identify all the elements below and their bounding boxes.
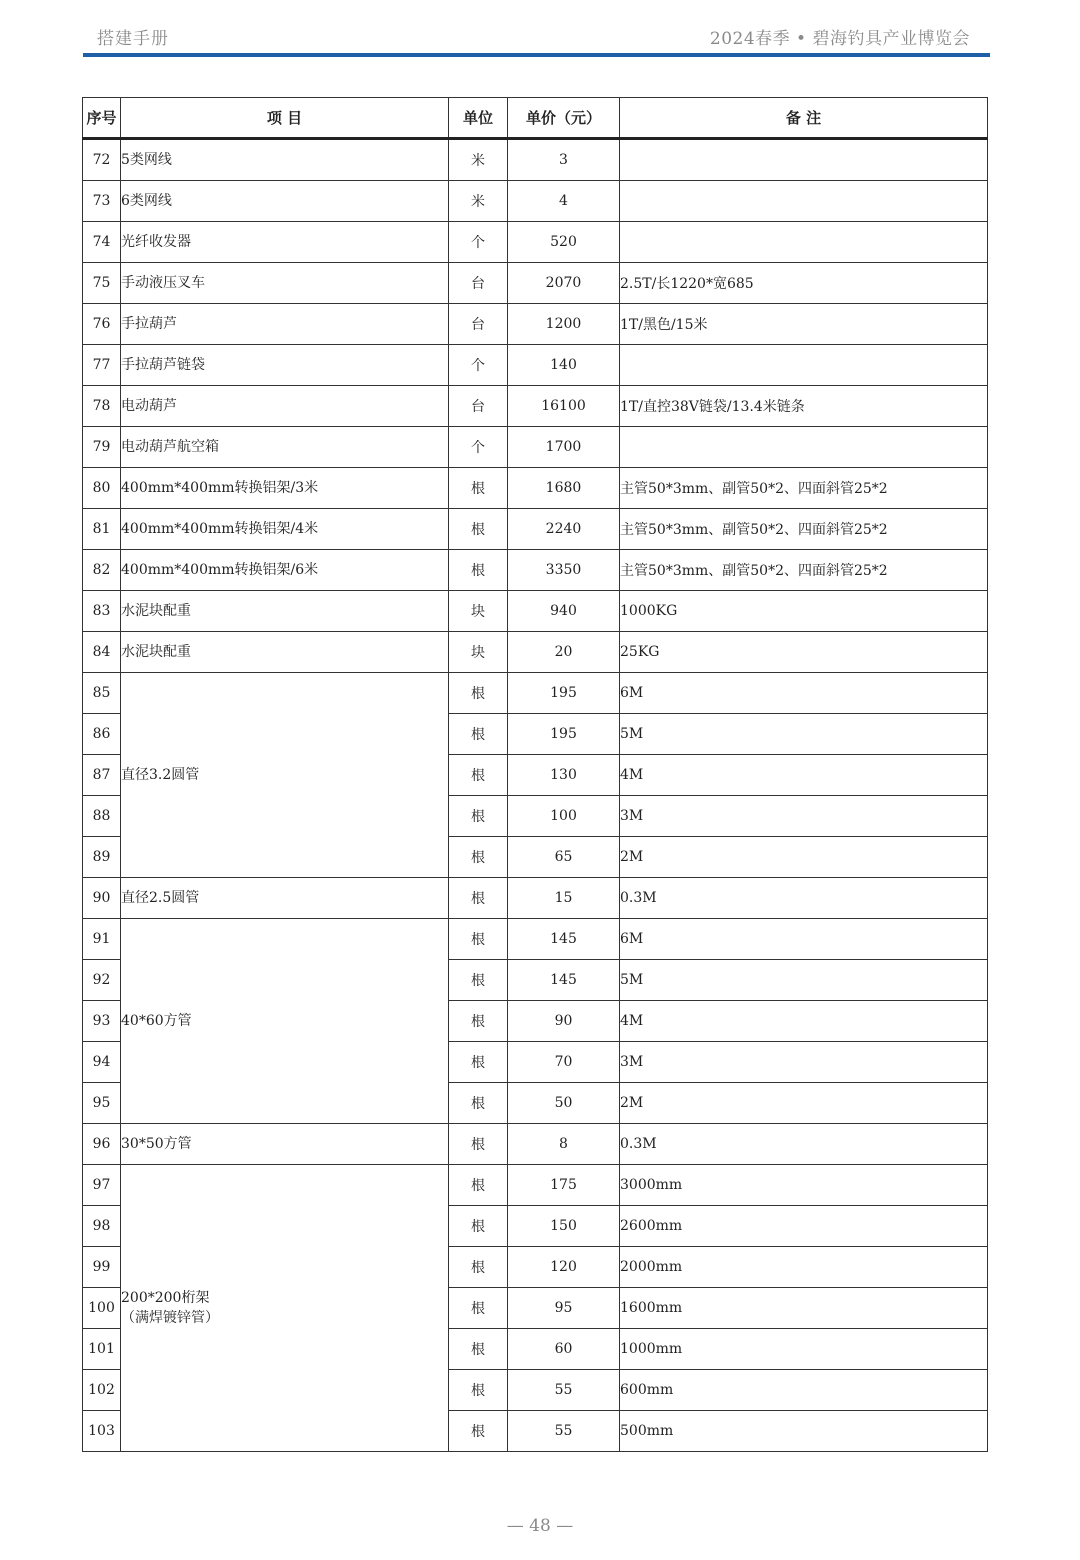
note-cell: 6M (620, 673, 988, 714)
note-cell: 1T/直控38V链袋/13.4米链条 (620, 386, 988, 427)
note-cell: 2600mm (620, 1206, 988, 1247)
item-name-cell: 电动葫芦 (121, 386, 449, 427)
header-divider (83, 53, 990, 57)
row-number-cell: 98 (83, 1206, 121, 1247)
unit-cell: 台 (449, 386, 508, 427)
row-number-cell: 100 (83, 1288, 121, 1329)
note-cell: 0.3M (620, 878, 988, 919)
unit-price-cell: 120 (508, 1247, 620, 1288)
note-cell: 主管50*3mm、副管50*2、四面斜管25*2 (620, 468, 988, 509)
unit-cell: 根 (449, 878, 508, 919)
unit-cell: 个 (449, 427, 508, 468)
item-name-cell: 手拉葫芦 (121, 304, 449, 345)
unit-price-cell: 55 (508, 1411, 620, 1452)
table-row (83, 386, 988, 427)
unit-cell: 台 (449, 263, 508, 304)
unit-cell: 根 (449, 960, 508, 1001)
unit-cell: 块 (449, 632, 508, 673)
note-cell: 主管50*3mm、副管50*2、四面斜管25*2 (620, 550, 988, 591)
note-cell: 1000KG (620, 591, 988, 632)
row-number-cell: 91 (83, 919, 121, 960)
note-cell: 500mm (620, 1411, 988, 1452)
item-name-cell: 200*200桁架 （满焊镀锌管） (121, 1165, 449, 1452)
table-row (83, 591, 988, 632)
row-number-cell: 84 (83, 632, 121, 673)
unit-cell: 根 (449, 550, 508, 591)
unit-price-cell: 2240 (508, 509, 620, 550)
note-cell: 6M (620, 919, 988, 960)
note-cell: 4M (620, 755, 988, 796)
row-number-cell: 74 (83, 222, 121, 263)
unit-cell: 根 (449, 1288, 508, 1329)
unit-price-cell: 1700 (508, 427, 620, 468)
note-cell (620, 139, 988, 181)
unit-cell: 台 (449, 304, 508, 345)
row-number-cell: 75 (83, 263, 121, 304)
row-number-cell: 90 (83, 878, 121, 919)
item-name-cell: 光纤收发器 (121, 222, 449, 263)
table-row (83, 632, 988, 673)
table-row (83, 181, 988, 222)
row-number-cell: 83 (83, 591, 121, 632)
unit-cell: 米 (449, 181, 508, 222)
note-cell: 主管50*3mm、副管50*2、四面斜管25*2 (620, 509, 988, 550)
unit-price-cell: 65 (508, 837, 620, 878)
note-cell: 2M (620, 837, 988, 878)
column-header-no: 序号 (83, 98, 121, 139)
unit-cell: 个 (449, 222, 508, 263)
row-number-cell: 101 (83, 1329, 121, 1370)
row-number-cell: 85 (83, 673, 121, 714)
note-cell: 25KG (620, 632, 988, 673)
note-cell: 1000mm (620, 1329, 988, 1370)
unit-price-cell: 16100 (508, 386, 620, 427)
row-number-cell: 86 (83, 714, 121, 755)
unit-price-cell: 50 (508, 1083, 620, 1124)
item-name-cell: 400mm*400mm转换铝架/6米 (121, 550, 449, 591)
unit-price-cell: 70 (508, 1042, 620, 1083)
unit-cell: 根 (449, 755, 508, 796)
row-number-cell: 96 (83, 1124, 121, 1165)
table-row (83, 304, 988, 345)
item-name-cell: 400mm*400mm转换铝架/4米 (121, 509, 449, 550)
unit-price-cell: 90 (508, 1001, 620, 1042)
row-number-cell: 73 (83, 181, 121, 222)
unit-price-cell: 4 (508, 181, 620, 222)
item-name-cell: 手拉葫芦链袋 (121, 345, 449, 386)
item-name-cell: 水泥块配重 (121, 632, 449, 673)
table-header-row (83, 98, 988, 139)
note-cell: 600mm (620, 1370, 988, 1411)
table-row (83, 1165, 988, 1206)
unit-price-cell: 145 (508, 919, 620, 960)
unit-price-cell: 95 (508, 1288, 620, 1329)
row-number-cell: 95 (83, 1083, 121, 1124)
item-name-cell: 手动液压叉车 (121, 263, 449, 304)
table-row (83, 509, 988, 550)
unit-price-cell: 15 (508, 878, 620, 919)
unit-price-cell: 20 (508, 632, 620, 673)
unit-price-cell: 8 (508, 1124, 620, 1165)
unit-price-cell: 3 (508, 139, 620, 181)
note-cell: 1600mm (620, 1288, 988, 1329)
row-number-cell: 77 (83, 345, 121, 386)
note-cell: 3M (620, 1042, 988, 1083)
item-name-cell: 5类网线 (121, 139, 449, 181)
table-row (83, 1124, 988, 1165)
note-cell: 4M (620, 1001, 988, 1042)
row-number-cell: 76 (83, 304, 121, 345)
unit-price-cell: 1680 (508, 468, 620, 509)
row-number-cell: 89 (83, 837, 121, 878)
unit-cell: 根 (449, 714, 508, 755)
unit-cell: 根 (449, 468, 508, 509)
unit-price-cell: 195 (508, 673, 620, 714)
unit-cell: 根 (449, 1001, 508, 1042)
note-cell (620, 427, 988, 468)
table-row (83, 468, 988, 509)
unit-cell: 根 (449, 1206, 508, 1247)
page-header (83, 24, 990, 50)
column-header-item: 项 目 (121, 98, 449, 139)
unit-cell: 根 (449, 796, 508, 837)
item-name-cell: 水泥块配重 (121, 591, 449, 632)
row-number-cell: 93 (83, 1001, 121, 1042)
column-header-unit: 单位 (449, 98, 508, 139)
unit-price-cell: 175 (508, 1165, 620, 1206)
item-name-cell: 直径2.5圆管 (121, 878, 449, 919)
row-number-cell: 79 (83, 427, 121, 468)
unit-price-cell: 195 (508, 714, 620, 755)
unit-price-cell: 55 (508, 1370, 620, 1411)
row-number-cell: 102 (83, 1370, 121, 1411)
item-name-cell: 30*50方管 (121, 1124, 449, 1165)
table-row (83, 263, 988, 304)
unit-price-cell: 1200 (508, 304, 620, 345)
row-number-cell: 72 (83, 139, 121, 181)
table-row (83, 345, 988, 386)
note-cell (620, 181, 988, 222)
note-cell: 5M (620, 960, 988, 1001)
unit-price-cell: 150 (508, 1206, 620, 1247)
note-cell: 2M (620, 1083, 988, 1124)
table-row (83, 222, 988, 263)
unit-cell: 根 (449, 1083, 508, 1124)
table-row (83, 673, 988, 714)
note-cell (620, 222, 988, 263)
unit-price-cell: 520 (508, 222, 620, 263)
row-number-cell: 78 (83, 386, 121, 427)
manual-title: 搭建手册 (97, 29, 169, 49)
table-row (83, 427, 988, 468)
note-cell: 1T/黑色/15米 (620, 304, 988, 345)
table-row (83, 919, 988, 960)
row-number-cell: 80 (83, 468, 121, 509)
row-number-cell: 94 (83, 1042, 121, 1083)
unit-price-cell: 3350 (508, 550, 620, 591)
table-body (83, 139, 988, 1452)
column-header-price: 单价（元） (508, 98, 620, 139)
row-number-cell: 103 (83, 1411, 121, 1452)
note-cell: 3M (620, 796, 988, 837)
table-row (83, 139, 988, 181)
note-cell: 2.5T/长1220*宽685 (620, 263, 988, 304)
note-cell: 5M (620, 714, 988, 755)
row-number-cell: 99 (83, 1247, 121, 1288)
unit-cell: 根 (449, 1370, 508, 1411)
unit-cell: 块 (449, 591, 508, 632)
expo-title: 2024春季 • 碧海钓具产业博览会 (709, 29, 970, 49)
unit-cell: 米 (449, 139, 508, 181)
unit-price-cell: 130 (508, 755, 620, 796)
unit-cell: 根 (449, 509, 508, 550)
unit-price-cell: 940 (508, 591, 620, 632)
unit-price-cell: 100 (508, 796, 620, 837)
column-header-note: 备 注 (620, 98, 988, 139)
row-number-cell: 81 (83, 509, 121, 550)
item-name-cell: 6类网线 (121, 181, 449, 222)
note-cell: 2000mm (620, 1247, 988, 1288)
note-cell: 0.3M (620, 1124, 988, 1165)
unit-cell: 根 (449, 1165, 508, 1206)
unit-price-cell: 60 (508, 1329, 620, 1370)
unit-cell: 根 (449, 1411, 508, 1452)
item-name-cell: 40*60方管 (121, 919, 449, 1124)
price-table (82, 97, 988, 1452)
row-number-cell: 82 (83, 550, 121, 591)
page-number: — 48 — (506, 1516, 574, 1536)
row-number-cell: 92 (83, 960, 121, 1001)
row-number-cell: 87 (83, 755, 121, 796)
item-name-cell: 电动葫芦航空箱 (121, 427, 449, 468)
unit-cell: 个 (449, 345, 508, 386)
unit-cell: 根 (449, 1124, 508, 1165)
unit-cell: 根 (449, 837, 508, 878)
item-name-cell: 直径3.2圆管 (121, 673, 449, 878)
unit-price-cell: 2070 (508, 263, 620, 304)
unit-cell: 根 (449, 673, 508, 714)
unit-cell: 根 (449, 1247, 508, 1288)
unit-price-cell: 140 (508, 345, 620, 386)
item-name-cell: 400mm*400mm转换铝架/3米 (121, 468, 449, 509)
unit-cell: 根 (449, 1042, 508, 1083)
table-row (83, 878, 988, 919)
table-row (83, 550, 988, 591)
unit-cell: 根 (449, 1329, 508, 1370)
note-cell (620, 345, 988, 386)
note-cell: 3000mm (620, 1165, 988, 1206)
row-number-cell: 88 (83, 796, 121, 837)
row-number-cell: 97 (83, 1165, 121, 1206)
unit-cell: 根 (449, 919, 508, 960)
unit-price-cell: 145 (508, 960, 620, 1001)
